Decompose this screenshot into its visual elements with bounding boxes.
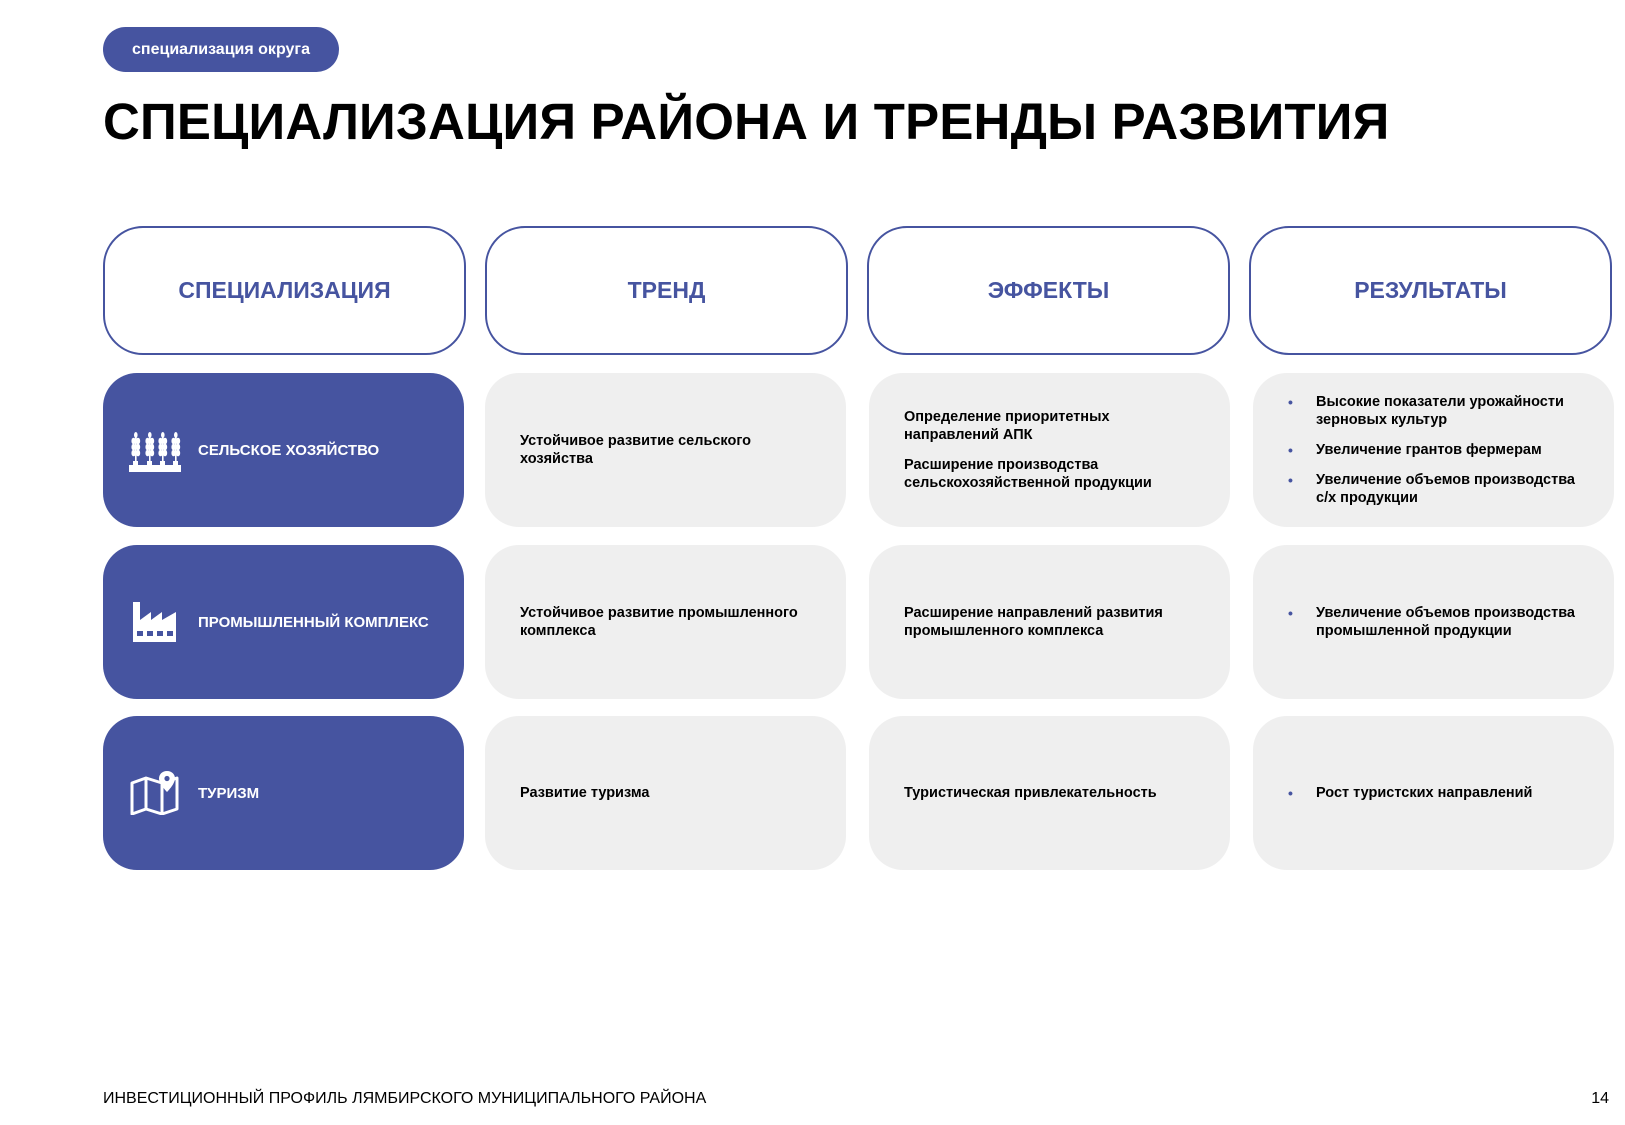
results-card-agriculture <box>1253 373 1614 527</box>
spec-card-industry <box>103 545 464 699</box>
map-pin-icon <box>127 769 183 817</box>
header-specialization <box>103 226 466 355</box>
factory-icon <box>127 598 183 646</box>
result-item: • Высокие показатели урожайности зерновых культур <box>1288 393 1584 429</box>
trend-text: Развитие туризма <box>520 785 650 801</box>
footer-text: ИНВЕСТИЦИОННЫЙ ПРОФИЛЬ ЛЯМБИРСКОГО МУНИЦИПАЛЬНОГО РАЙОНА <box>103 1090 707 1107</box>
header-label: ТРЕНД <box>627 277 706 303</box>
result-item: • Увеличение объемов производства промышленной продукции <box>1288 604 1584 640</box>
trend-card-industry <box>485 545 846 699</box>
effect-text: Расширение направлений развития промышленного комплекса <box>904 605 1163 639</box>
header-label: ЭФФЕКТЫ <box>987 277 1110 303</box>
spec-label: СЕЛЬСКОЕ ХОЗЯЙСТВО <box>198 441 380 459</box>
trend-text: Устойчивое развитие сельского хозяйства <box>520 433 752 467</box>
trend-card-tourism <box>485 716 846 870</box>
wheat-icon <box>127 426 183 474</box>
effects-card-tourism <box>869 716 1230 870</box>
trend-text: Устойчивое развитие промышленного комплекса <box>520 605 798 639</box>
header-effects <box>867 226 1230 355</box>
results-list <box>1288 784 1584 802</box>
results-list <box>1288 393 1584 507</box>
effect-text: Определение приоритетных направлений АПК <box>904 409 1110 443</box>
trend-card-agriculture <box>485 373 846 527</box>
results-list <box>1288 604 1584 640</box>
effect-text: Туристическая привлекательность <box>904 785 1157 801</box>
effects-card-industry <box>869 545 1230 699</box>
spec-card-agriculture <box>103 373 464 527</box>
page-title: СПЕЦИАЛИЗАЦИЯ РАЙОНА И ТРЕНДЫ РАЗВИТИЯ <box>103 93 1390 150</box>
results-card-industry <box>1253 545 1614 699</box>
page-number: 14 <box>1591 1090 1609 1107</box>
effect-text: Расширение производства сельскохозяйственной продукции <box>904 457 1152 491</box>
header-label: СПЕЦИАЛИЗАЦИЯ <box>178 277 391 303</box>
header-results <box>1249 226 1612 355</box>
result-item: • Рост туристских направлений <box>1288 784 1584 802</box>
effects-card-agriculture <box>869 373 1230 527</box>
results-card-tourism <box>1253 716 1614 870</box>
spec-card-tourism <box>103 716 464 870</box>
header-trend <box>485 226 848 355</box>
spec-label: ПРОМЫШЛЕННЫЙ КОМПЛЕКС <box>198 613 429 631</box>
result-item: • Увеличение грантов фермерам <box>1288 441 1584 459</box>
result-item: • Увеличение объемов производства с/х продукции <box>1288 471 1584 507</box>
spec-label: ТУРИЗМ <box>198 784 260 802</box>
section-tag: специализация округа <box>103 27 339 72</box>
header-label: РЕЗУЛЬТАТЫ <box>1354 277 1507 303</box>
